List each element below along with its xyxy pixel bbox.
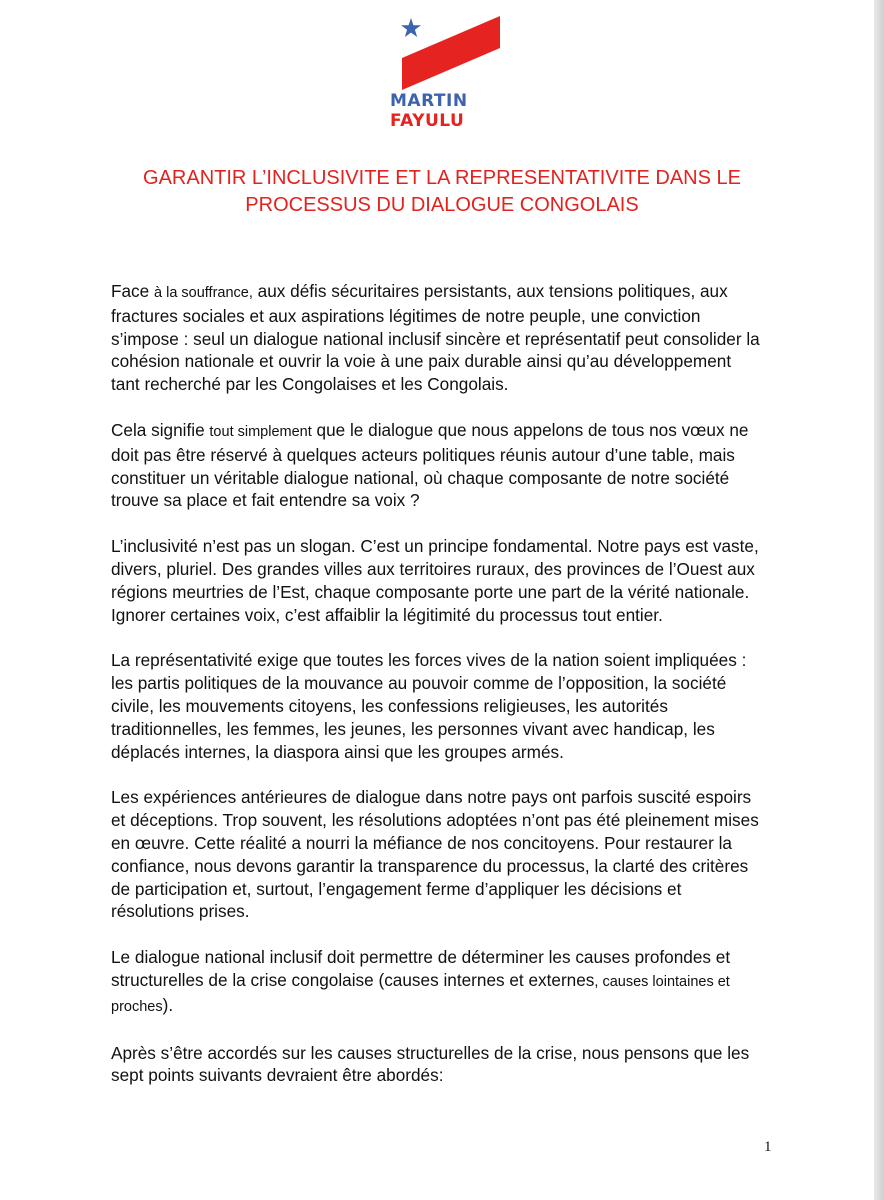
text-segment: Cela signifie (111, 419, 210, 440)
paragraph (111, 946, 771, 1018)
text-line (111, 489, 771, 512)
party-logo (390, 12, 500, 134)
text-segment: trouve sa place et fait entendre sa voix ? (111, 490, 420, 511)
text-segment: confiance, nous devons garantir la transparence du processus, la clarté des critères (111, 855, 749, 876)
document-body (111, 280, 771, 1110)
text-segment: Les expériences antérieures de dialogue dans notre pays ont parfois suscité espoirs (111, 787, 752, 808)
text-segment: traditionnelles, les femmes, les jeunes, les personnes vivant avec handicap, les (111, 718, 715, 739)
text-line (111, 900, 771, 923)
paragraph (111, 1042, 771, 1088)
text-segment: structurelles de la crise congolaise (causes internes et externes (111, 969, 595, 990)
logo-name-first: MARTIN (390, 91, 468, 111)
logo-name-last: FAYULU (390, 111, 465, 131)
text-segment: les partis politiques de la mouvance au pouvoir comme de l’opposition, la société (111, 673, 727, 694)
paragraph (111, 419, 771, 512)
text-line (111, 280, 771, 305)
text-segment: L’inclusivité n’est pas un slogan. C’est un principe fondamental. Notre pays est vaste, (111, 536, 759, 557)
text-line (111, 695, 771, 718)
page-number: 1 (764, 1139, 772, 1155)
text-segment: de participation et, surtout, l’engagement ferme d’appliquer les décisions et (111, 878, 682, 899)
text-segment: Après s’être accordés sur les causes structurelles de la crise, nous pensons que les (111, 1042, 750, 1063)
text-line (111, 718, 771, 741)
text-segment: régions meurtries de l’Est, chaque composante porte une part de la vérité nationale. (111, 581, 750, 602)
text-segment: et déceptions. Trop souvent, les résolutions adoptées n’ont pas été pleinement mises (111, 810, 759, 831)
text-line (111, 809, 771, 832)
text-segment: déplacés internes, la diaspora ainsi que les groupes armés. (111, 741, 564, 762)
text-line (111, 786, 771, 809)
page-edge-shadow (874, 0, 884, 1200)
text-line (111, 558, 771, 581)
paragraph (111, 535, 771, 626)
title-line: PROCESSUS DU DIALOGUE CONGOLAIS (245, 194, 639, 216)
flag-star-icon (390, 12, 500, 92)
text-line (111, 350, 771, 373)
text-segment: doit pas être réservé à quelques acteurs politiques réunis autour d’une table, mais (111, 444, 735, 465)
text-line (111, 994, 771, 1019)
text-segment: Face (111, 281, 154, 301)
text-segment: , causes lointaines et (594, 973, 730, 990)
text-line (111, 1042, 771, 1065)
text-line (111, 604, 771, 627)
text-segment: à la souffrance, (154, 285, 253, 301)
text-segment: constituer un véritable dialogue national, où chaque composante de notre société (111, 467, 730, 488)
text-line (111, 878, 771, 901)
text-line (111, 832, 771, 855)
paragraph (111, 649, 771, 763)
document-title (60, 165, 824, 219)
title-line: GARANTIR L’INCLUSIVITE ET LA REPRESENTATIVITE DANS LE (143, 167, 741, 189)
text-segment: sept points suivants devraient être abordés: (111, 1065, 444, 1086)
text-segment: aux défis sécuritaires persistants, aux tensions politiques, aux (252, 281, 728, 301)
paragraph (111, 280, 771, 396)
text-line (111, 305, 771, 328)
text-segment: tout simplement (209, 423, 312, 440)
text-segment: en œuvre. Cette réalité a nourri la méfiance de nos concitoyens. Pour restaurer la (111, 832, 732, 853)
text-line (111, 855, 771, 878)
text-line (111, 581, 771, 604)
paragraph (111, 786, 771, 923)
text-line (111, 444, 771, 467)
text-segment: proches (111, 998, 163, 1015)
text-segment: cohésion nationale et ouvrir la voie à une paix durable ainsi qu’au développement (111, 351, 732, 372)
text-segment: ). (162, 994, 174, 1015)
text-line (111, 741, 771, 764)
text-line (111, 419, 771, 444)
text-line (111, 969, 771, 994)
text-line (111, 672, 771, 695)
text-line (111, 1064, 771, 1087)
text-line (111, 946, 771, 969)
text-segment: civile, les mouvements citoyens, les confessions religieuses, les autorités (111, 695, 668, 716)
text-segment: divers, pluriel. Des grandes villes aux territoires ruraux, des provinces de l’Ouest aux (111, 558, 755, 579)
text-segment: fractures sociales et aux aspirations légitimes de notre peuple, une conviction (111, 305, 701, 326)
text-segment: Le dialogue national inclusif doit permettre de déterminer les causes profondes et (111, 947, 731, 968)
text-segment: tant recherché par les Congolaises et les Congolais. (111, 374, 509, 395)
text-segment: que le dialogue que nous appelons de tous nos vœux ne (311, 419, 749, 440)
text-segment: La représentativité exige que toutes les forces vives de la nation soient impliquées : (111, 650, 747, 671)
text-line (111, 328, 771, 351)
text-line (111, 535, 771, 558)
text-line (111, 467, 771, 490)
text-line (111, 649, 771, 672)
text-segment: Ignorer certaines voix, c’est affaiblir la légitimité du processus tout entier. (111, 604, 663, 625)
text-segment: s’impose : seul un dialogue national inclusif sincère et représentatif peut consolider la (111, 328, 760, 349)
text-segment: résolutions prises. (111, 901, 250, 922)
text-line (111, 373, 771, 396)
